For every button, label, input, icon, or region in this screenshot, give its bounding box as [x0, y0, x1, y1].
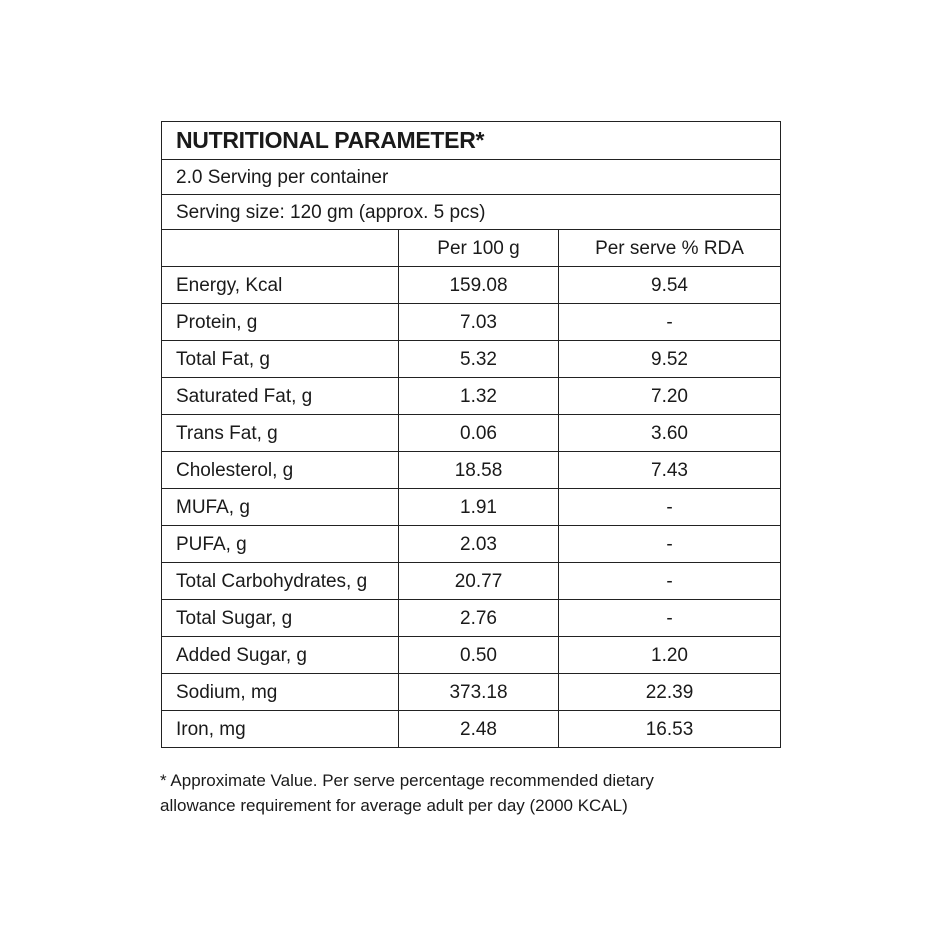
per-100g-value: 159.08: [399, 267, 559, 304]
table-title: NUTRITIONAL PARAMETER*: [162, 122, 781, 160]
nutrient-name: Protein, g: [162, 304, 399, 341]
table-row: [162, 267, 781, 304]
per-100g-value: 2.03: [399, 526, 559, 563]
footnote: [160, 768, 780, 818]
rda-value: -: [559, 489, 781, 526]
nutrient-name: Trans Fat, g: [162, 415, 399, 452]
servings-per-container: 2.0 Serving per container: [162, 160, 781, 195]
title-row: [162, 122, 781, 160]
table-row: [162, 452, 781, 489]
per-100g-value: 5.32: [399, 341, 559, 378]
rda-value: -: [559, 304, 781, 341]
table-row: [162, 600, 781, 637]
footnote-line-2: allowance requirement for average adult per day (2000 KCAL): [160, 796, 628, 815]
rda-value: 9.52: [559, 341, 781, 378]
column-header-rda: Per serve % RDA: [559, 230, 781, 267]
table-row: [162, 304, 781, 341]
rda-value: 22.39: [559, 674, 781, 711]
per-100g-value: 0.50: [399, 637, 559, 674]
footnote-line-1: * Approximate Value. Per serve percentage recommended dietary: [160, 771, 654, 790]
serving-size: Serving size: 120 gm (approx. 5 pcs): [162, 195, 781, 230]
rda-value: 7.43: [559, 452, 781, 489]
nutrient-name: Iron, mg: [162, 711, 399, 748]
table-row: [162, 563, 781, 600]
nutrition-table: [161, 121, 781, 748]
nutrient-name: Energy, Kcal: [162, 267, 399, 304]
nutrient-name: Added Sugar, g: [162, 637, 399, 674]
nutrient-name: MUFA, g: [162, 489, 399, 526]
rda-value: 7.20: [559, 378, 781, 415]
rda-value: -: [559, 600, 781, 637]
servings-row: [162, 160, 781, 195]
serving-size-row: [162, 195, 781, 230]
nutrient-name: Sodium, mg: [162, 674, 399, 711]
table-row: [162, 526, 781, 563]
rda-value: 16.53: [559, 711, 781, 748]
table-row: [162, 489, 781, 526]
table-row: [162, 674, 781, 711]
rda-value: -: [559, 526, 781, 563]
table-row: [162, 637, 781, 674]
nutrient-name: Total Carbohydrates, g: [162, 563, 399, 600]
nutrient-name: PUFA, g: [162, 526, 399, 563]
table-row: [162, 378, 781, 415]
per-100g-value: 20.77: [399, 563, 559, 600]
per-100g-value: 1.32: [399, 378, 559, 415]
rda-value: 3.60: [559, 415, 781, 452]
per-100g-value: 18.58: [399, 452, 559, 489]
column-header-row: [162, 230, 781, 267]
per-100g-value: 1.91: [399, 489, 559, 526]
rda-value: 1.20: [559, 637, 781, 674]
nutrient-name: Total Fat, g: [162, 341, 399, 378]
table-row: [162, 415, 781, 452]
table-row: [162, 711, 781, 748]
nutrient-name: Cholesterol, g: [162, 452, 399, 489]
column-header-per-100g: Per 100 g: [399, 230, 559, 267]
rda-value: 9.54: [559, 267, 781, 304]
table-row: [162, 341, 781, 378]
nutrient-name: Total Sugar, g: [162, 600, 399, 637]
column-header-nutrient: [162, 230, 399, 267]
rda-value: -: [559, 563, 781, 600]
per-100g-value: 2.76: [399, 600, 559, 637]
per-100g-value: 0.06: [399, 415, 559, 452]
per-100g-value: 7.03: [399, 304, 559, 341]
per-100g-value: 373.18: [399, 674, 559, 711]
per-100g-value: 2.48: [399, 711, 559, 748]
nutrient-name: Saturated Fat, g: [162, 378, 399, 415]
nutrition-table-body: [162, 122, 781, 748]
